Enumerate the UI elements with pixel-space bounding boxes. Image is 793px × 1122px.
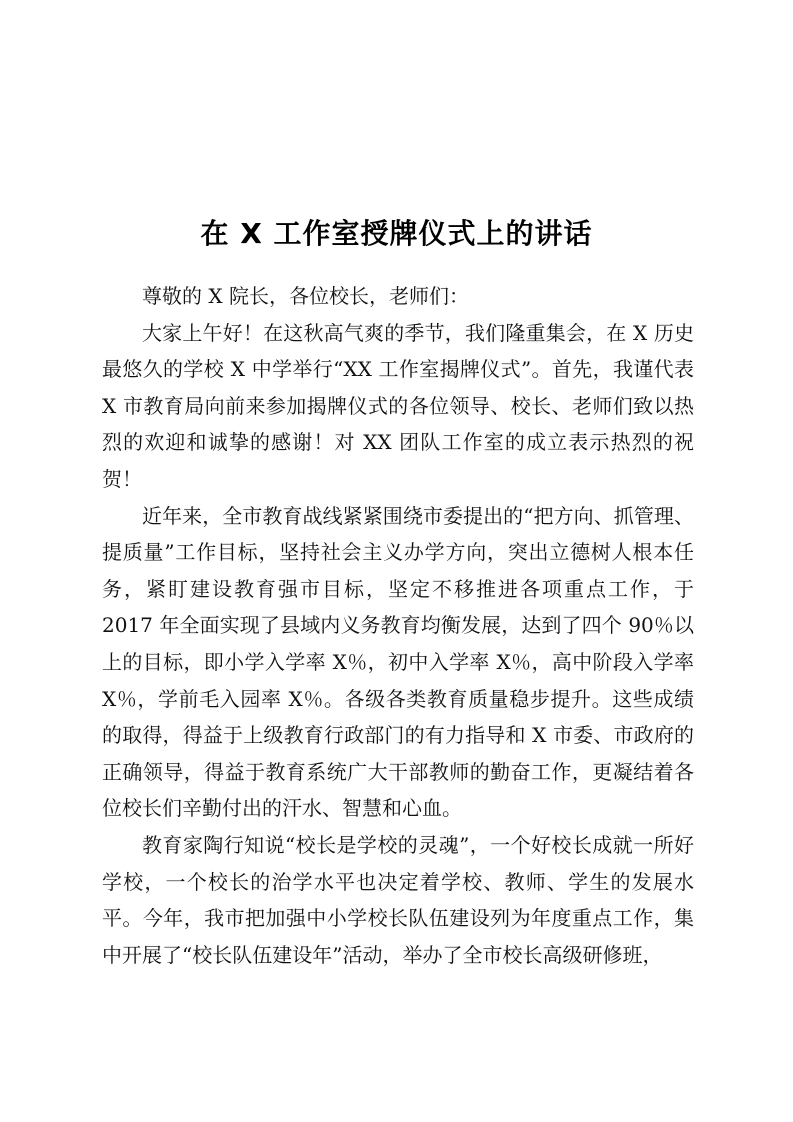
document-body bbox=[102, 278, 694, 973]
greeting-paragraph: 大家上午好！在这秋高气爽的季节，我们隆重集会，在 X 历史最悠久的学校 X 中学举行“XX 工作室揭牌仪式”。首先，我谨代表 X 市教育局向前来参加揭牌仪式的各位领导、校长、老师们致以热烈的欢迎和诚挚的感谢！对 XX 团队工作室的成立表示热烈的祝贺！ bbox=[102, 320, 694, 491]
document-title: 在 X 工作室授牌仪式上的讲话 bbox=[200, 217, 593, 250]
achievements-paragraph: 近年来，全市教育战线紧紧围绕市委提出的“把方向、抓管理、提质量”工作目标，坚持社会主义办学方向，突出立德树人根本任务，紧盯建设教育强市目标，坚定不移推进各项重点工作，于 2017 年全面实现了县域内义务教育均衡发展，达到了四个 90％以上的目标，即小学入学率 X％，初中入学率 X％，高中阶段入学率 X％，学前毛入园率 X％。各级各类教育质量稳步提升。这些成绩的取得，得益于上级教育行政部门的有力指导和 X 市委、市政府的正确领导，得益于教育系统广大干部教师的勤奋工作，更凝结着各位校长们辛勤付出的汗水、智慧和心血。 bbox=[102, 503, 694, 821]
principal-role-paragraph: 教育家陶行知说“校长是学校的灵魂”，一个好校长成就一所好学校，一个校长的治学水平也决定着学校、教师、学生的发展水平。今年，我市把加强中小学校长队伍建设列为年度重点工作，集中开展了“校长队伍建设年”活动，举办了全市校长高级研修班， bbox=[102, 832, 694, 967]
salutation-paragraph: 尊敬的 X 院长，各位校长，老师们： bbox=[142, 284, 469, 308]
